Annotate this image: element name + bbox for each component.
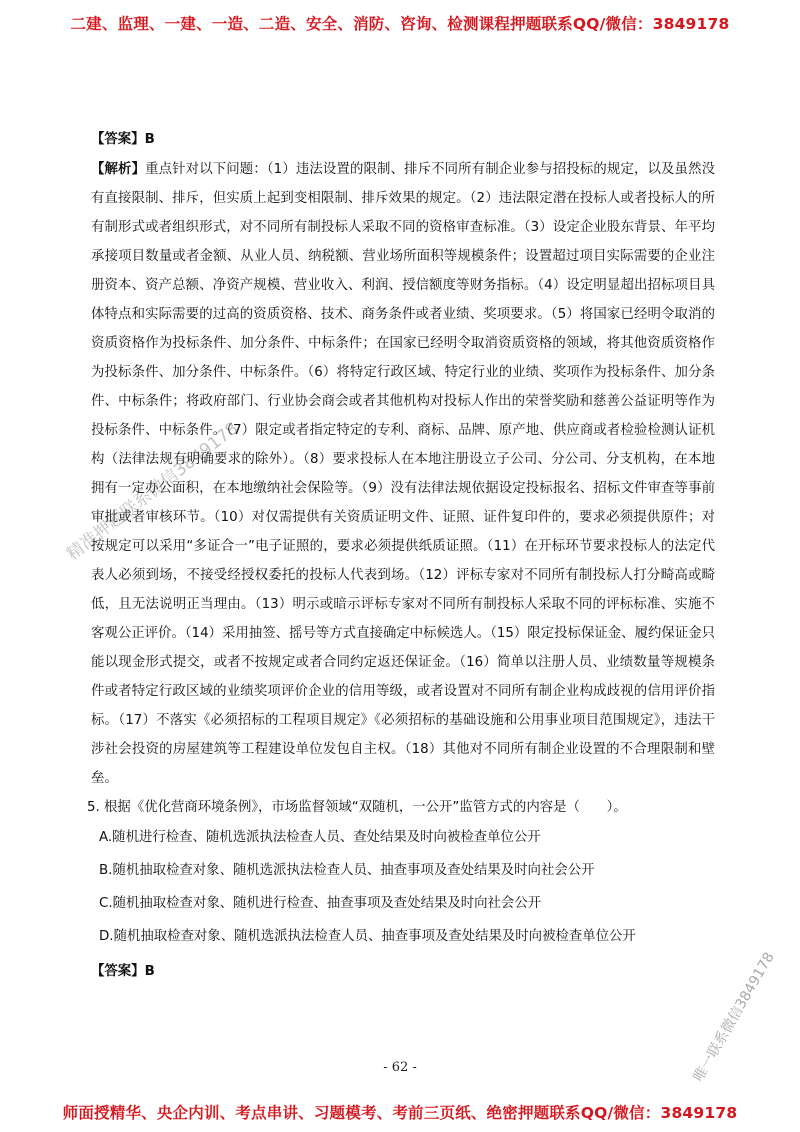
analysis-paragraph — [91, 155, 715, 793]
watermark-left: 精准押题联系微信3849178 — [63, 418, 243, 565]
analysis-text: 重点针对以下问题：（1）违法设置的限制、排斥不同所有制企业参与招投标的规定，以及虽然没有直接限制、排斥，但实质上起到变相限制、排斥效果的规定。（2）违法限定潜在投标人或者投标人的所有制形式或者组织形式，对不同所有制投标人采取不同的资格审查标准。（3）设定企业股东背景、年平均承接项目数量或者金额、从业人员、纳税额、营业场所面积等规模条件；设置超过项目实际需要的企业注册资本、资产总额、净资产规模、营业收入、利润、授信额度等财务指标。（4）设定明显超出招标项目具体特点和实际需要的过高的资质资格、技术、商务条件或者业绩、奖项要求。（5）将国家已经明令取消的资质资格作为投标条件、加分条件、中标条件；在国家已经明令取消资质资格的领域，将其他资质资格作为投标条件、加分条件、中标条件。（6）将特定行政区域、特定行业的业绩、奖项作为投标条件、加分条件、中标条件；将政府部门、行业协会商会或者其他机构对投标人作出的荣誉奖励和慈善公益证明等作为投标条件、中标条件。（7）限定或者指定特定的专利、商标、品牌、原产地、供应商或者检验检测认证机构（法律法规有明确要求的除外）。（8）要求投标人在本地注册设立子公司、分公司、分支机构，在本地拥有一定办公面积，在本地缴纳社会保险等。（9）没有法律法规依据设定投标报名、招标文件审查等事前审批或者审核环节。（10）对仅需提供有关资质证明文件、证照、证件复印件的，要求必须提供原件；对按规定可以采用“多证合一”电子证照的，要求必须提供纸质证照。（11）在开标环节要求投标人的法定代表人必须到场，不接受经授权委托的投标人代表到场。（12）评标专家对不同所有制投标人打分畸高或畸低，且无法说明正当理由。（13）明示或暗示评标专家对不同所有制投标人采取不同的评标标准、实施不客观公正评价。（14）采用抽签、摇号等方式直接确定中标候选人。（15）限定投标保证金、履约保证金只能以现金形式提交，或者不按规定或者合同约定返还保证金。（16）简单以注册人员、业绩数量等规模条件或者特定行政区域的业绩奖项评价企业的信用等级，或者设置对不同所有制企业构成歧视的信用评价指标。（17）不落实《必须招标的工程项目规定》《必须招标的基础设施和公用事业项目范围规定》，违法干涉社会投资的房屋建筑等工程建设单位发包自主权。（18）其他对不同所有制企业设置的不合理限制和壁垒。 — [91, 162, 715, 786]
option-d: D.随机抽取检查对象、随机选派执法检查人员、抽查事项及查处结果及时向被检查单位公开 — [99, 929, 636, 944]
answer-line-1 — [91, 125, 715, 154]
answer-value: B — [144, 964, 155, 979]
answer-tag: 【答案】 — [91, 964, 145, 979]
watermark-right: 唯一联系微信3849178 — [690, 949, 778, 1085]
header-banner: 二建、监理、一建、一造、二造、安全、消防、咨询、检测课程押题联系QQ/微信：3849178 — [70, 15, 730, 33]
answer-line-2 — [91, 957, 715, 986]
option-a: A.随机进行检查、随机选派执法检查人员、查处结果及时向被检查单位公开 — [99, 830, 541, 845]
question-stem: 5. 根据《优化营商环境条例》，市场监督领域“双随机，一公开”监管方式的内容是（ ）。 — [87, 800, 627, 815]
answer-value: B — [144, 132, 155, 147]
option-b: B.随机抽取检查对象、随机选派执法检查人员、抽查事项及查处结果及时向社会公开 — [99, 863, 595, 878]
answer-tag: 【答案】 — [91, 132, 145, 147]
option-c: C.随机抽取检查对象、随机进行检查、抽查事项及查处结果及时向社会公开 — [99, 896, 542, 911]
analysis-tag: 【解析】 — [91, 162, 146, 177]
footer-banner: 师面授精华、央企内训、考点串讲、习题模考、考前三页纸、绝密押题联系QQ/微信：3849178 — [62, 1104, 738, 1122]
page-number: - 62 - — [383, 1060, 417, 1075]
page-content — [87, 120, 715, 986]
